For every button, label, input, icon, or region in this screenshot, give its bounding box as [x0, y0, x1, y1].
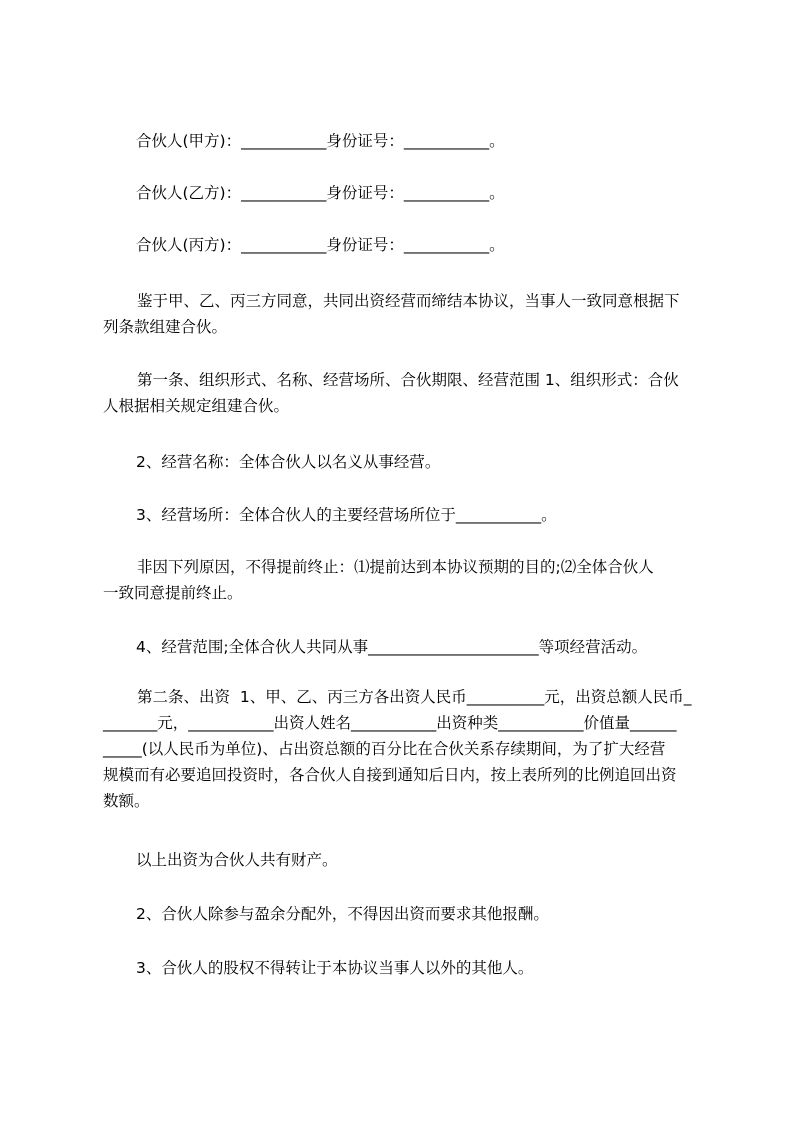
termination-line-1: 非因下列原因，不得提前终止：⑴提前达到本协议预期的目的;⑵全体合伙人: [137, 558, 654, 576]
intro-line-2: 列条款组建合伙。: [103, 318, 228, 336]
partner-line-a: 合伙人(甲方)：___________身份证号：___________。: [136, 132, 505, 150]
item-3-operating-place: 3、经营场所：全体合伙人的主要经营场所位于___________。: [136, 506, 557, 524]
article-2-line-3: _____(以人民币为单位)、占出资总额的百分比在合伙关系存续期间，为了扩大经营: [103, 740, 666, 758]
article-2-line-4: 规模而有必要追回投资时，各合伙人自接到通知后日内，按上表所列的比例追回出资: [103, 766, 677, 784]
article-2-line-5: 数额。: [103, 792, 150, 810]
clause-2-line: 2、合伙人除参与盈余分配外，不得因出资而要求其他报酬。: [136, 905, 549, 923]
article-2-paragraph: [103, 684, 703, 814]
article-2-line-1: 第二条、出资 1、甲、乙、丙三方各出资人民币__________元，出资总额人民币_: [137, 688, 692, 706]
partner-line-c: 合伙人(丙方)：___________身份证号：___________。: [136, 236, 505, 254]
common-property-line: 以上出资为合伙人共有财产。: [136, 851, 338, 869]
article-2-line-2: _______元，___________出资人姓名___________出资种类___________价值量______: [103, 714, 677, 732]
termination-line-2: 一致同意提前终止。: [103, 584, 243, 602]
article-1-line-1: 第一条、组织形式、名称、经营场所、合伙期限、经营范围 1、组织形式：合伙: [137, 371, 679, 389]
article-1-line-2: 人根据相关规定组建合伙。: [103, 397, 290, 415]
partner-line-b: 合伙人(乙方)：___________身份证号：___________。: [136, 184, 505, 202]
item-2-operating-name: 2、经营名称：全体合伙人以名义从事经营。: [136, 453, 441, 471]
clause-3-line: 3、合伙人的股权不得转让于本协议当事人以外的其他人。: [136, 959, 534, 977]
intro-paragraph: [103, 288, 703, 340]
intro-line-1: 鉴于甲、乙、丙三方同意，共同出资经营而缔结本协议，当事人一致同意根据下: [137, 292, 680, 310]
article-1-paragraph: [103, 367, 703, 419]
termination-paragraph: [103, 554, 703, 606]
item-4-business-scope: 4、经营范围;全体合伙人共同从事______________________等项经营活动。: [136, 638, 648, 656]
